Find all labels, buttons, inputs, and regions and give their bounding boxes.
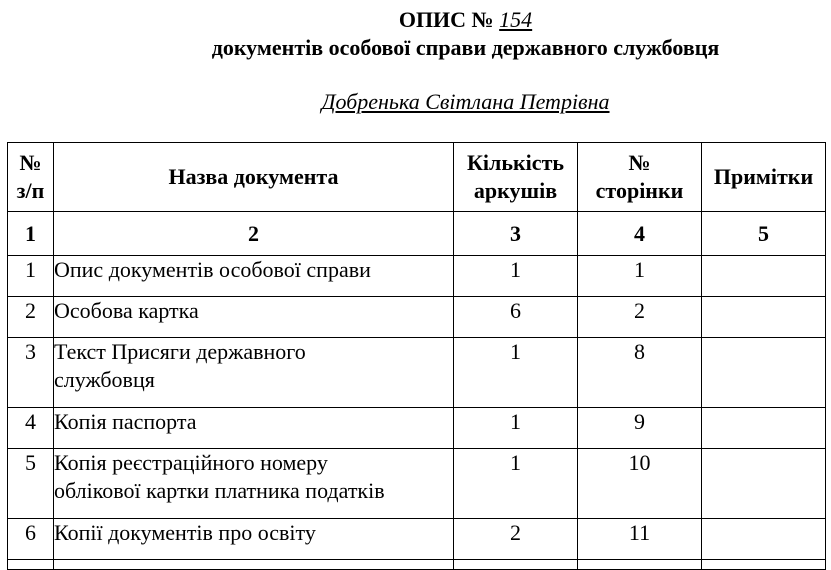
table-row xyxy=(8,256,826,297)
page-number: 8 xyxy=(578,338,702,408)
table-row xyxy=(8,449,826,519)
column-index: 4 xyxy=(578,212,702,256)
page-number: 10 xyxy=(578,449,702,519)
row-number: 5 xyxy=(8,449,54,519)
notes xyxy=(702,408,826,449)
notes xyxy=(702,338,826,408)
inventory-number: 154 xyxy=(499,7,533,32)
document-name: Особова картка xyxy=(54,297,454,338)
document-name: Копії документів про освіту xyxy=(54,519,454,560)
table-row xyxy=(8,338,826,408)
document-name: Опис документів особової справи xyxy=(54,256,454,297)
document-name: Копія паспорта xyxy=(54,408,454,449)
sheet-count: 1 xyxy=(454,449,578,519)
table-row xyxy=(8,408,826,449)
page-number: 11 xyxy=(578,519,702,560)
sheet-count: 6 xyxy=(454,297,578,338)
row-number: 4 xyxy=(8,408,54,449)
inventory-table xyxy=(7,142,826,570)
sheet-count: 1 xyxy=(454,338,578,408)
page-number: 1 xyxy=(578,256,702,297)
sheet-count: 1 xyxy=(454,408,578,449)
notes xyxy=(702,519,826,560)
document-name: Копія реєстраційного номеру облікової картки платника податків xyxy=(54,449,454,519)
sheet-count: 1 xyxy=(454,256,578,297)
person-name: Добренька Світлана Петрівна xyxy=(321,89,610,114)
row-number: 2 xyxy=(8,297,54,338)
sheet-count: 2 xyxy=(454,519,578,560)
document-title xyxy=(50,6,831,34)
column-header-sheet-count: Кількість аркушів xyxy=(454,143,578,212)
column-header-document-name: Назва документа xyxy=(54,143,454,212)
table-row xyxy=(8,519,826,560)
notes xyxy=(702,297,826,338)
column-index: 2 xyxy=(54,212,454,256)
table-row xyxy=(8,297,826,338)
column-index-row xyxy=(8,212,826,256)
table-row-cutoff xyxy=(8,560,826,570)
notes xyxy=(702,256,826,297)
column-header-page-number: № сторінки xyxy=(578,143,702,212)
document-subtitle: документів особової справи державного службовця xyxy=(211,35,720,60)
notes xyxy=(702,449,826,519)
title-prefix: ОПИС № xyxy=(398,7,494,32)
column-header-number: № з/п xyxy=(8,143,54,212)
page-number: 9 xyxy=(578,408,702,449)
row-number: 3 xyxy=(8,338,54,408)
column-index: 3 xyxy=(454,212,578,256)
column-index: 1 xyxy=(8,212,54,256)
document-name: Текст Присяги державного службовця xyxy=(54,338,454,408)
header-row xyxy=(8,143,826,212)
column-header-notes: Примітки xyxy=(702,143,826,212)
row-number: 6 xyxy=(8,519,54,560)
page-number: 2 xyxy=(578,297,702,338)
column-index: 5 xyxy=(702,212,826,256)
row-number: 1 xyxy=(8,256,54,297)
